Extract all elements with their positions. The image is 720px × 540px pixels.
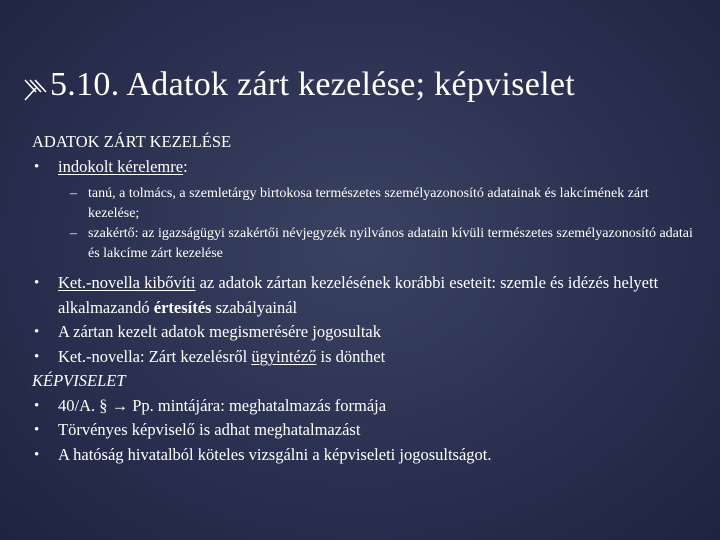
- bullet-text: szabályainál: [211, 297, 298, 317]
- bullet-ket-novella-kibovit: [32, 271, 702, 320]
- bullet-text: Ket.-novella: Zárt kezelésről: [58, 346, 252, 366]
- bullet-40a: [32, 394, 702, 419]
- underlined-text: indokolt kérelemre: [58, 156, 184, 176]
- sub-item-szakerto: – szakértő: az igazságügyi szakértői névjegyzék nyilvános adatain kívüli természetes személyazonosító adatai és lakcíme zárt kezelése: [32, 224, 702, 264]
- slide-body: [32, 130, 702, 467]
- slide-title: 5.10. Adatok zárt kezelése; képviselet: [50, 66, 575, 103]
- bullet-text: Pp. mintájára: meghatalmazás formája: [128, 395, 387, 415]
- bullet-torvenyes: • Törvényes képviselő is adhat meghatalmazást: [32, 418, 702, 443]
- bullet-text: 40/A. §: [58, 395, 112, 415]
- section-heading-adatok: ADATOK ZÁRT KEZELÉSE: [32, 132, 232, 151]
- bullet-text: is dönthet: [316, 346, 386, 366]
- bullet-zart-kezeles: [32, 345, 702, 370]
- section-heading-kepviselet: KÉPVISELET: [32, 371, 126, 390]
- sub-list: [32, 184, 702, 264]
- arrow-icon: →: [111, 395, 129, 415]
- bullet-text: :: [183, 156, 188, 176]
- title-area: [22, 66, 575, 104]
- bullet-indokolt: [32, 155, 702, 180]
- underlined-text: ügyintéző: [251, 346, 317, 366]
- bullet-text: az adatok zártan kezelésének korábbi eseteit: szemle és idézés helyett alkalmazandó: [58, 273, 659, 317]
- underlined-text: Ket.-novella kibővíti: [58, 273, 196, 292]
- bullet-hatosag: • A hatóság hivatalból köteles vizsgálni a képviseleti jogosultságot.: [32, 443, 702, 468]
- bracket-decoration-icon: [22, 76, 48, 102]
- bold-text: értesítés: [153, 297, 212, 317]
- sub-item-tanu: – tanú, a tolmács, a szemletárgy birtokosa természetes személyazonosító adatainak és lakcímének zárt kezelése;: [32, 184, 702, 224]
- bullet-megismeres: • A zártan kezelt adatok megismerésére jogosultak: [32, 320, 702, 345]
